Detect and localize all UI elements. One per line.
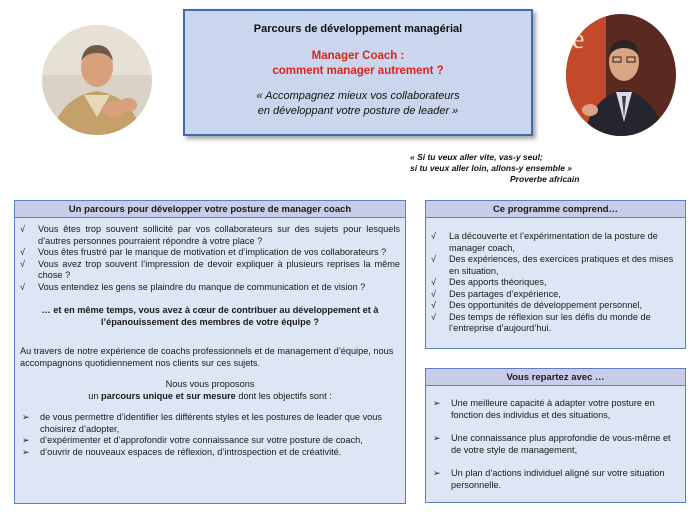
proposal-text: Nous vous proposons un parcours unique et sur mesure dont les objectifs sont : (88, 379, 332, 401)
proverb-line-2: si tu veux aller loin, allons-y ensemble » (410, 163, 573, 173)
subtitle-line-2: comment manager autrement ? (272, 65, 444, 77)
arrow-bullet-icon: ➢ (22, 435, 30, 445)
list-item: ➢ de vous permettre d’identifier les différents styles et les postures de leader que vous choisirez d’adopter, (22, 412, 382, 434)
checkmark-icon: √ (20, 258, 25, 269)
list-item: √ Vous êtes trop souvent sollicité par vos collaborateurs sur des sujets pour lesquels d’autres personnes pourraient répondre à votre place ? (20, 224, 400, 246)
list-item: √ Vous avez trop souvent l’impression de devoir expliquer à plusieurs reprises la même chose ? (20, 258, 400, 280)
page-title: Parcours de développement managérial (253, 23, 463, 35)
arrow-bullet-icon: ➢ (433, 433, 441, 443)
list-item: √ Vous êtes frustré par le manque de motivation et d’implication de vos collaborateurs ? (20, 247, 387, 257)
list-item: √ Des partages d’expérience, (431, 288, 561, 299)
proverb-attribution: Proverbe africain (510, 174, 580, 184)
header-box (183, 9, 533, 136)
checkmark-icon: √ (20, 281, 25, 292)
quote-line-2: en développant votre posture de leader » (257, 105, 459, 117)
proverb-line-1: « Si tu veux aller vite, vas-y seul; (410, 152, 543, 162)
outcomes-title: Vous repartez avec … (426, 369, 685, 386)
proposal-emphasis: parcours unique et sur mesure (100, 390, 236, 401)
arrow-bullet-icon: ➢ (433, 398, 441, 408)
program-subtitle (185, 49, 531, 79)
checkmark-icon: √ (20, 247, 25, 257)
pain-points-list (20, 224, 400, 293)
list-item: √ Des apports théoriques, (431, 277, 547, 287)
experience-paragraph: Au travers de notre expérience de coachs professionnels et de management d’équipe, nous accompagnons quotidiennement nos clients sur ces sujets. (20, 346, 394, 368)
subtitle-line-1: Manager Coach : (311, 50, 405, 62)
checkmark-icon: √ (20, 224, 25, 234)
coach-photo-left (42, 25, 152, 135)
arrow-bullet-icon: ➢ (22, 412, 30, 422)
checkmark-icon: √ (431, 288, 436, 299)
svg-text:e: e (572, 24, 585, 55)
outcomes-list (431, 398, 680, 491)
list-item: √ Des temps de réflexion sur les défis du monde de l’entreprise d’aujourd’hui. (431, 311, 651, 333)
list-item: √ La découverte et l’expérimentation de la posture de manager coach, (431, 231, 658, 253)
proverb-quote (410, 152, 579, 185)
list-item: √ Des opportunités de développement personnel, (431, 300, 643, 310)
arrow-bullet-icon: ➢ (433, 468, 441, 478)
list-item: √ Vous entendez les gens se plaindre du manque de communication et de vision ? (20, 281, 366, 292)
checkmark-icon: √ (431, 254, 436, 264)
quote-line-1: « Accompagnez mieux vos collaborateurs (256, 90, 460, 102)
outcomes-panel (425, 368, 686, 503)
program-content-panel (425, 200, 686, 349)
list-item: ➢ d’ouvrir de nouveaux espaces de réflexion, d’introspection et de créativité. (22, 446, 342, 457)
list-item: ➢ d’expérimenter et d’approfondir votre connaissance sur votre posture de coach, (22, 435, 363, 445)
arrow-bullet-icon: ➢ (22, 446, 30, 457)
list-item: ➢ Une meilleure capacité à adapter votre posture en fonction des individus et des situations, (433, 398, 655, 420)
objectives-list (20, 412, 400, 458)
emphasis-question: … et en même temps, vous avez à cœur de contribuer au développement et à l’épanouissement des membres de votre équipe ? (41, 305, 379, 327)
program-content-title: Ce programme comprend… (426, 201, 685, 218)
course-description-panel (14, 200, 406, 504)
list-item: ➢ Un plan d’actions individuel aligné sur votre situation personnelle. (433, 468, 665, 490)
checkmark-icon: √ (431, 300, 436, 310)
program-items-list (431, 231, 680, 335)
coach-photo-right (566, 14, 676, 136)
checkmark-icon: √ (431, 231, 436, 241)
list-item: √ Des expériences, des exercices pratiques et des mises en situation, (431, 254, 674, 276)
header-quote (185, 89, 531, 119)
checkmark-icon: √ (431, 311, 436, 322)
course-description-title: Un parcours pour développer votre posture de manager coach (15, 201, 405, 218)
checkmark-icon: √ (431, 277, 436, 287)
list-item: ➢ Une connaissance plus approfondie de vous-même et de votre style de management, (433, 433, 671, 455)
